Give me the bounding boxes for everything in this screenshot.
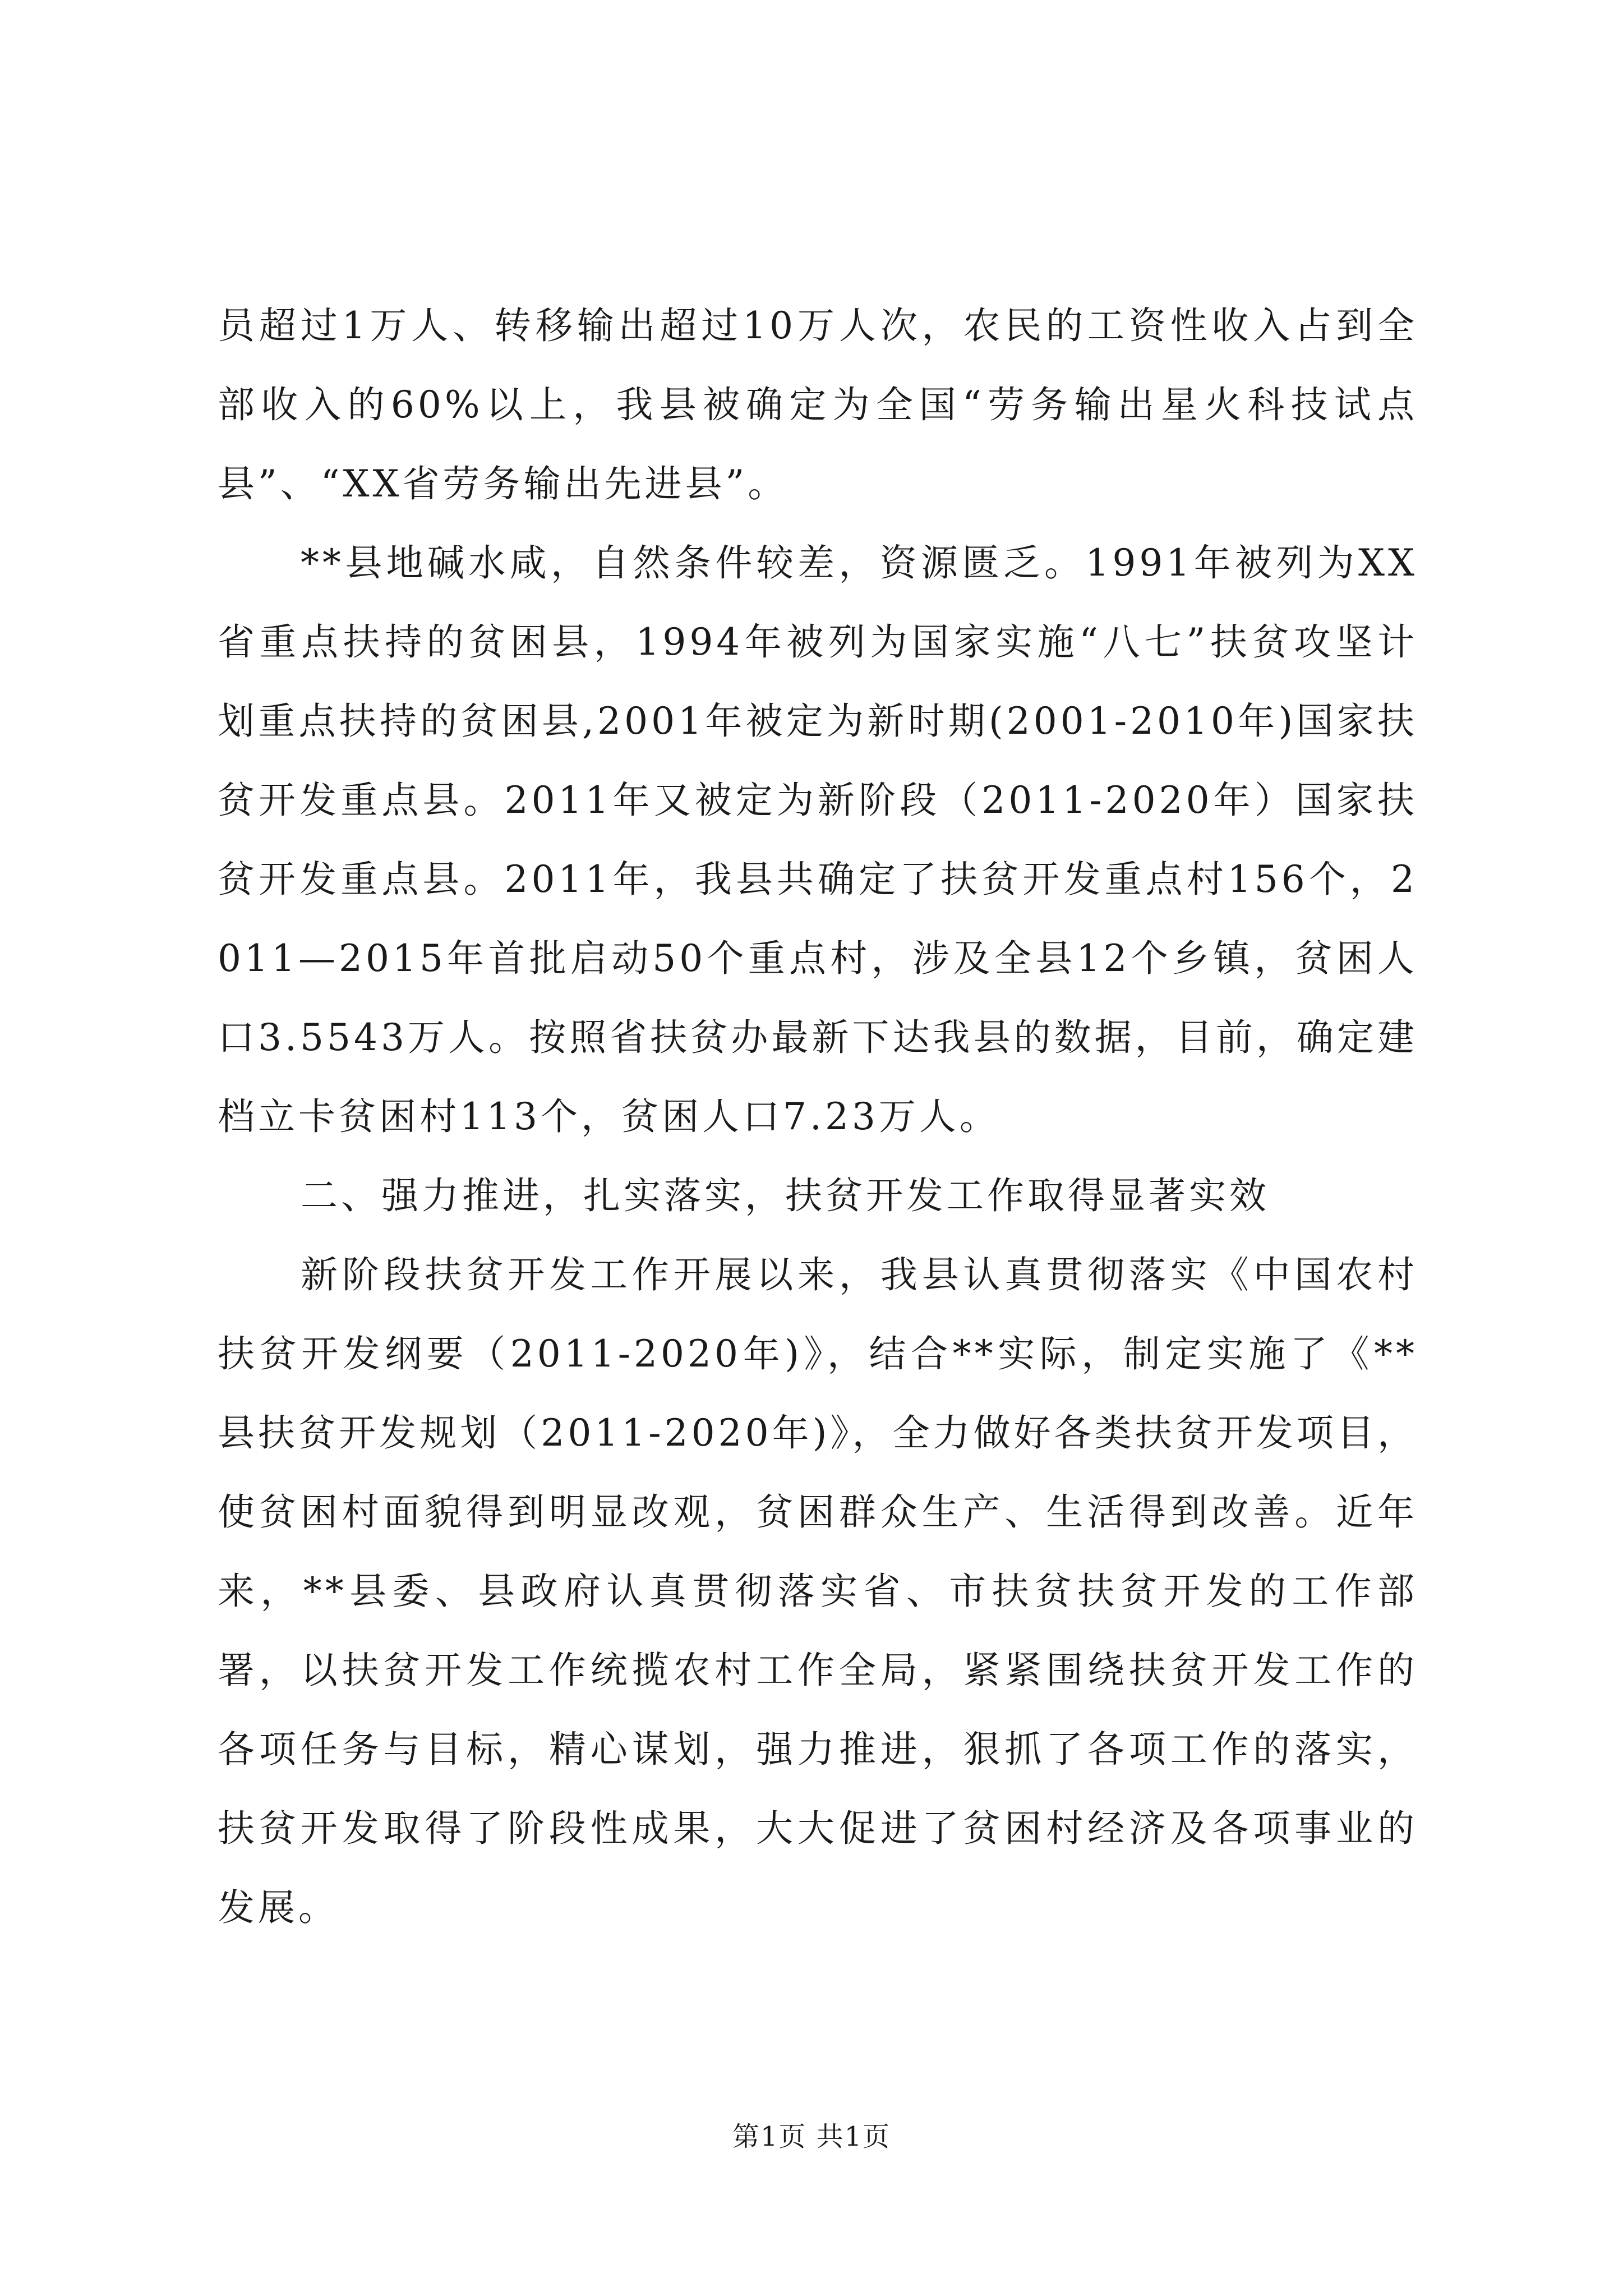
paragraph-poverty-alleviation-progress: 新阶段扶贫开发工作开展以来，我县认真贯彻落实《中国农村扶贫开发纲要（2011-2020年)》，结合**实际，制定实施了《**县扶贫开发规划（2011-2020年)》，全力做好各类扶贫开发项目，使贫困村面貌得到明显改观，贫困群众生产、生活得到改善。近年来，**县委、县政府认真贯彻落实省、市扶贫扶贫开发的工作部署，以扶贫开发工作统揽农村工作全局，紧紧围绕扶贫开发工作的各项任务与目标，精心谋划，强力推进，狠抓了各项工作的落实，扶贫开发取得了阶段性成果，大大促进了贫困村经济及各项事业的发展。 <box>218 1253 1418 1929</box>
paragraph-county-background: **县地碱水咸，自然条件较差，资源匮乏。1991年被列为XX省重点扶持的贫困县，1994年被列为国家实施“八七”扶贫攻坚计划重点扶持的贫困县,2001年被定为新时期(2001-2010年)国家扶贫开发重点县。2011年又被定为新阶段（2011-2020年）国家扶贫开发重点县。2011年，我县共确定了扶贫开发重点村156个，2011—2015年首批启动50个重点村，涉及全县12个乡镇，贫困人口3.5543万人。按照省扶贫办最新下达我县的数据，目前，确定建档立卡贫困村113个，贫困人口7.23万人。 <box>218 541 1418 1138</box>
document-body <box>218 286 1418 1947</box>
paragraph-labor-export: 员超过1万人、转移输出超过10万人次，农民的工资性收入占到全部收入的60%以上，我县被确定为全国“劳务输出星火科技试点县”、“XX省劳务输出先进县”。 <box>218 304 1418 505</box>
section-heading: 二、强力推进，扎实落实，扶贫开发工作取得显著实效 <box>301 1174 1270 1217</box>
page-number-footer: 第1页 共1页 <box>732 2121 891 2152</box>
